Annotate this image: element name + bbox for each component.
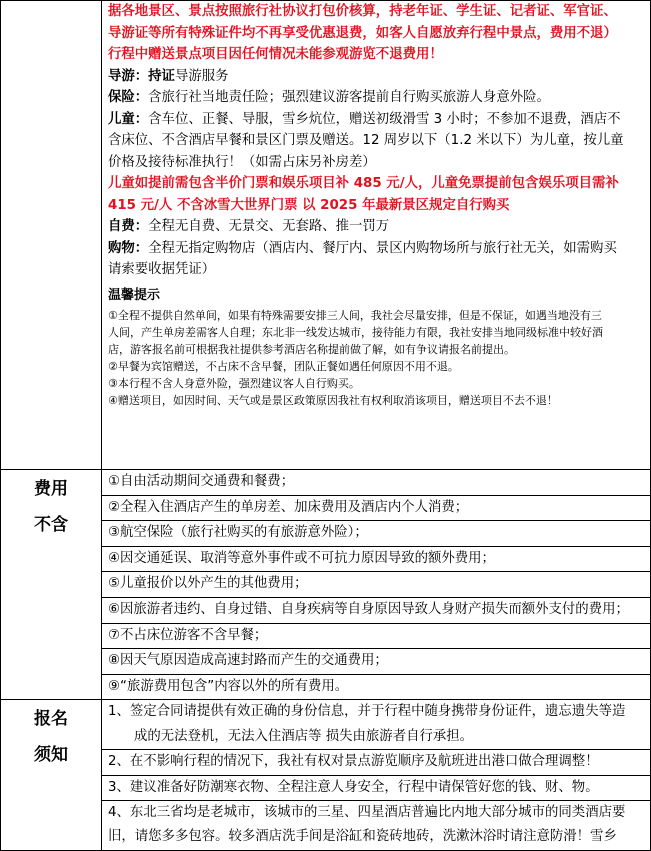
guide-bold-value: 持证 (148, 68, 175, 84)
shopping-line: 请索要收据凭证） (108, 262, 216, 277)
registration-row (1, 700, 651, 850)
excluded-item: ⑨“旅游费用包含”内容以外的所有费用。 (108, 678, 349, 694)
warm-tip-line: 人间，产生单房差需客人自理；东北非一线发达城市，接待能力有限，我社安排当地同级标准中较好酒 (108, 325, 603, 339)
child-red-notice: 415 元/人 不含冰雪大世界门票 以 2025 年最新景区规定自行购买 (108, 197, 510, 213)
warm-tip-line: ①全程不提供自然单间，如果有特殊需要安排三人间，我社会尽量安排，但是不保证，如遇当地没有三 (108, 308, 602, 322)
warm-tips-title: 温馨提示 (108, 287, 161, 303)
fee-excluded-label (1, 470, 102, 700)
registration-item: 2、在不影响行程的情况下，我社有权对景点游览顺序及航班进出港口做合理调整！ (108, 754, 599, 770)
excluded-item: ④因交通延误、取消等意外事件或不可抗力原因导致的额外费用； (108, 550, 495, 566)
child-line: 价格及接待标准执行！（如需占床另补房差） (108, 154, 376, 170)
registration-item: 1、签定合同请提供有效正确的身份信息，并于行程中随身携带身份证件，遗忘遗失等造 (108, 704, 626, 720)
shopping-line (108, 238, 646, 260)
red-notice-line: 据各地景区、景点按照旅行社协议打包价核算，持老年证、学生证、记者证、军官证、 (108, 4, 617, 19)
child-line (108, 109, 646, 131)
child-label: 儿童： (108, 111, 149, 127)
registration-content (102, 700, 651, 850)
guide-value: 导游服务 (174, 68, 229, 84)
registration-item-continued: 旧，请您多多包容。较多酒店洗手间是浴缸和瓷砖地砖，洗漱沐浴时请注意防滑！雪乡 (108, 829, 617, 845)
red-notice-line: 导游证等所有特殊证件均不再享受优惠退费，如客人自愿放弃行程中景点，费用不退） (108, 25, 617, 41)
self-pay-label: 自费： (108, 219, 149, 234)
registration-item: 4、东北三省均是老城市，该城市的三星、四星酒店普遍比内地大部分城市的同类酒店要 (108, 804, 626, 820)
child-line: 含床位、不含酒店早餐和景区门票及赠送。12 周岁以下（1.2 米以下）为儿童，按儿童 (108, 133, 624, 148)
insurance-line (108, 87, 646, 109)
registration-item-continued: 成的无法登机，无法入住酒店等 损失由旅游者自行承担。 (134, 728, 474, 744)
excluded-item: ⑧因天气原因造成高速封路而产生的交通费用； (108, 653, 388, 669)
insurance-value: 含旅行社当地责任险；强烈建议游客提前自行购买旅游人身意外险。 (148, 90, 550, 105)
self-pay-line (108, 216, 646, 238)
fee-included-content (102, 1, 651, 470)
child-text: 含车位、正餐、导服，雪乡炕位，赠送初级滑雪 3 小时；不参加不退费，酒店不 (148, 111, 621, 127)
registration-item: 3、建议准备好防潮寒衣物、全程注意人身安全，行程中请保管好您的钱、财、物。 (108, 779, 599, 795)
excluded-item: ⑥因旅游者违约、自身过错、自身疾病等自身原因导致人身财产损失而额外支付的费用； (108, 601, 629, 617)
excluded-item: ①自由活动期间交通费和餐费； (108, 474, 295, 489)
excluded-item: ②全程入住酒店产生的单房差、加床费用及酒店内个人消费； (108, 499, 469, 515)
fee-included-label-cell (1, 1, 102, 470)
insurance-label: 保险： (108, 90, 149, 105)
excluded-item: ⑤儿童报价以外产生的其他费用； (108, 576, 308, 592)
registration-label-line: 须知 (34, 745, 68, 766)
registration-label (1, 700, 102, 850)
warm-tip-line: 店，游客报名前可根据我社提供参考酒店名称提前做了解，如有争议请报名前提出。 (108, 342, 515, 356)
excluded-item: ⑦不占床位游客不含早餐； (108, 627, 268, 643)
warm-tip-line: ③本行程不含人身意外险，强烈建议客人自行购买。 (108, 376, 360, 390)
fee-excluded-label-line: 不含 (34, 515, 68, 535)
self-pay-value: 全程无自费、无景交、无套路、推一罚万 (148, 219, 390, 234)
excluded-item: ③航空保险（旅行社购买的有旅游意外险）； (108, 525, 368, 541)
guide-label: 导游： (108, 68, 149, 84)
fee-included-row (1, 1, 651, 470)
fee-excluded-row (1, 470, 651, 700)
shopping-label: 购物： (108, 240, 149, 256)
guide-line (108, 66, 646, 88)
fee-excluded-content (102, 470, 651, 700)
registration-label-line: 报名 (34, 709, 68, 730)
warm-tip-line: ②早餐为宾馆赠送，不占床不含早餐，团队正餐如遇任何原因不用不退。 (108, 359, 459, 373)
fee-excluded-label-line: 费用 (34, 479, 68, 499)
red-notice-line: 行程中赠送景点项目因任何情况未能参观游览不退费用！ (108, 47, 443, 62)
child-red-notice: 儿童如提前需包含半价门票和娱乐项目补 485 元/人，儿童免票提前包含娱乐项目需补 (108, 176, 619, 191)
warm-tip-line: ④赠送项目，如因时间、天气或是景区政策原因我社有权利取消该项目，赠送项目不去不退！ (108, 393, 558, 407)
shopping-text: 全程无指定购物店（酒店内、餐厅内、景区内购物场所与旅行社无关，如需购买 (148, 240, 617, 256)
